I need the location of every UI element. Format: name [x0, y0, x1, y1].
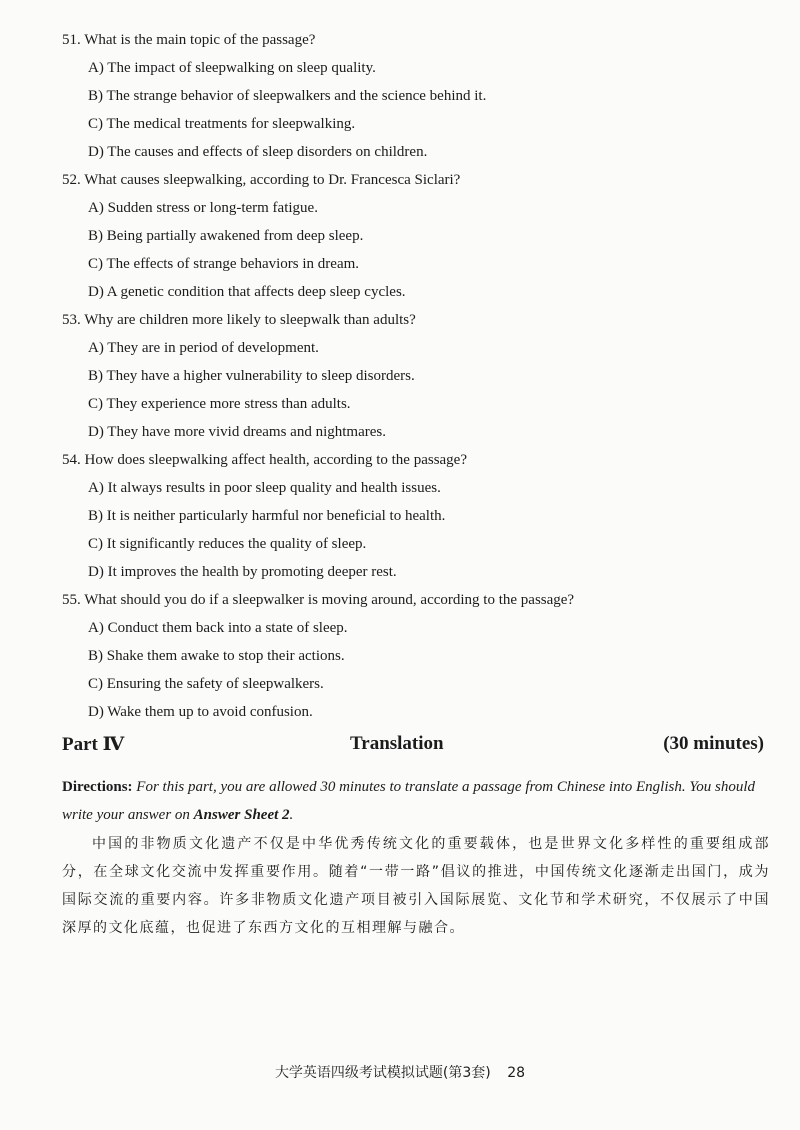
directions-text-end: . — [289, 807, 294, 823]
option-a: A) It always results in poor sleep quality and health issues. — [88, 480, 441, 496]
question-stem: 51. What is the main topic of the passage? — [62, 32, 316, 48]
option-d: D) They have more vivid dreams and nightmares. — [88, 424, 386, 440]
option-c: C) The medical treatments for sleepwalking. — [88, 116, 356, 132]
directions-text: For this part, you are allowed 30 minutes to translate a passage from Chinese into English. You should write your answer on — [62, 779, 756, 823]
question-55 — [62, 586, 762, 726]
question-stem: 54. How does sleepwalking affect health, according to the passage? — [62, 452, 467, 468]
option-c: C) The effects of strange behaviors in dream. — [88, 256, 360, 272]
page-number: 28 — [507, 1065, 526, 1081]
question-list — [62, 26, 762, 726]
part-label: Part Ⅳ — [62, 734, 125, 755]
option-c: C) They experience more stress than adults. — [88, 396, 351, 412]
option-a: A) The impact of sleepwalking on sleep quality. — [88, 60, 376, 76]
question-52 — [62, 166, 762, 306]
option-b: B) It is neither particularly harmful nor beneficial to health. — [88, 508, 446, 524]
option-d: D) It improves the health by promoting deeper rest. — [88, 564, 397, 580]
part-time: (30 minutes) — [663, 733, 764, 754]
question-53 — [62, 306, 762, 446]
footer-title: 大学英语四级考试模拟试题(第3套) — [274, 1065, 491, 1081]
option-b: B) The strange behavior of sleepwalkers and the science behind it. — [88, 88, 487, 104]
question-stem: 52. What causes sleepwalking, according to Dr. Francesca Siclari? — [62, 172, 461, 188]
question-stem: 55. What should you do if a sleepwalker is moving around, according to the passage? — [62, 592, 575, 608]
option-c: C) Ensuring the safety of sleepwalkers. — [88, 676, 324, 692]
option-d: D) Wake them up to avoid confusion. — [88, 704, 313, 720]
option-b: B) They have a higher vulnerability to sleep disorders. — [88, 368, 415, 384]
part-title: Translation — [350, 733, 444, 754]
question-stem: 53. Why are children more likely to sleepwalk than adults? — [62, 312, 416, 328]
option-b: B) Shake them awake to stop their actions. — [88, 648, 345, 664]
option-c: C) It significantly reduces the quality of sleep. — [88, 536, 367, 552]
option-b: B) Being partially awakened from deep sleep. — [88, 228, 364, 244]
option-a: A) They are in period of development. — [88, 340, 319, 356]
chinese-passage: 中国的非物质文化遗产不仅是中华优秀传统文化的重要载体，也是世界文化多样性的重要组成部分，在全球文化交流中发挥重要作用。随着“一带一路”倡议的推进，中国传统文化逐渐走出国门，成为国际交流的重要内容。许多非物质文化遗产项目被引入国际展览、文化节和学术研究，不仅展示了中国深厚的文化底蕴，也促进了东西方文化的互相理解与融合。 — [62, 836, 770, 936]
question-54 — [62, 446, 762, 586]
page-footer — [0, 1062, 800, 1082]
part-header — [62, 733, 764, 763]
directions-label: Directions: — [62, 779, 133, 795]
question-51 — [62, 26, 762, 166]
answer-sheet-reference: Answer Sheet 2 — [193, 807, 290, 823]
directions — [62, 773, 766, 829]
option-a: A) Sudden stress or long-term fatigue. — [88, 200, 318, 216]
option-a: A) Conduct them back into a state of sleep. — [88, 620, 348, 636]
option-d: D) The causes and effects of sleep disorders on children. — [88, 144, 428, 160]
option-d: D) A genetic condition that affects deep sleep cycles. — [88, 284, 406, 300]
